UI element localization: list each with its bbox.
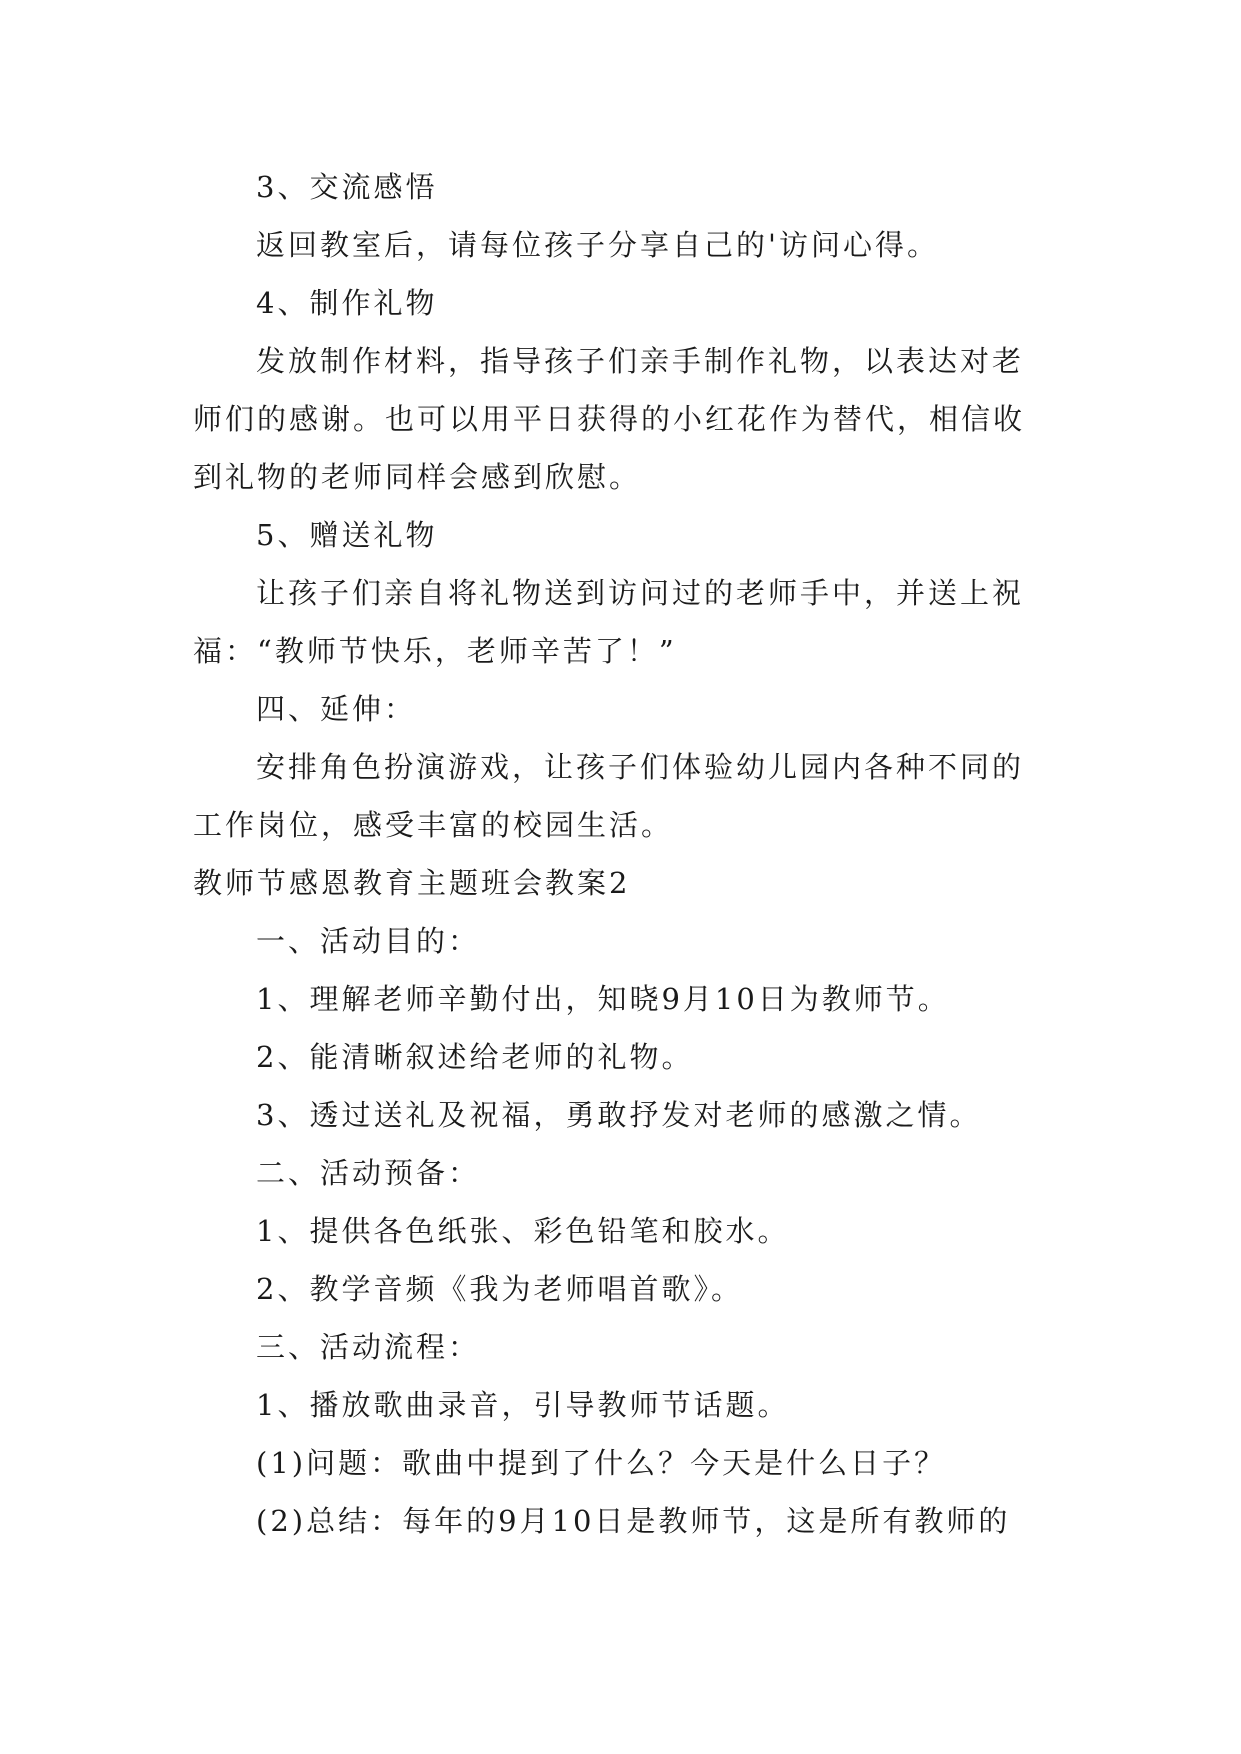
paragraph-line: 师们的感谢。也可以用平日获得的小红花作为替代，相信收 (193, 402, 1026, 436)
list-item: 1、播放歌曲录音，引导教师节话题。 (256, 1388, 790, 1422)
list-item: 3、透过送礼及祝福，勇敢抒发对老师的感激之情。 (256, 1098, 982, 1132)
section-heading-goals: 一、活动目的： (256, 924, 481, 958)
section-heading-extension: 四、延伸： (256, 692, 417, 726)
document-title-2: 教师节感恩教育主题班会教案2 (193, 866, 631, 900)
section-heading-process: 三、活动流程： (256, 1330, 481, 1364)
paragraph-line: 福：“教师节快乐，老师辛苦了！” (193, 634, 677, 668)
list-item: (1)问题：歌曲中提到了什么？今天是什么日子？ (256, 1446, 947, 1480)
list-item: (2)总结：每年的9月10日是教师节，这是所有教师的 (256, 1504, 1011, 1538)
list-item: 2、能清晰叙述给老师的礼物。 (256, 1040, 694, 1074)
paragraph-line: 工作岗位，感受丰富的校园生活。 (193, 808, 674, 842)
section-heading-4: 4、制作礼物 (256, 286, 438, 320)
paragraph-line: 返回教室后，请每位孩子分享自己的'访问心得。 (256, 228, 939, 262)
section-heading-preparation: 二、活动预备： (256, 1156, 481, 1190)
list-item: 1、理解老师辛勤付出，知晓9月10日为教师节。 (256, 982, 950, 1016)
paragraph-line: 让孩子们亲自将礼物送到访问过的老师手中，并送上祝 (256, 576, 1025, 610)
section-heading-5: 5、赠送礼物 (256, 518, 438, 552)
section-heading-3: 3、交流感悟 (256, 170, 438, 204)
paragraph-line: 到礼物的老师同样会感到欣慰。 (193, 460, 642, 494)
list-item: 1、提供各色纸张、彩色铅笔和胶水。 (256, 1214, 790, 1248)
list-item: 2、教学音频《我为老师唱首歌》。 (256, 1272, 743, 1306)
paragraph-line: 安排角色扮演游戏，让孩子们体验幼儿园内各种不同的 (256, 750, 1025, 784)
paragraph-line: 发放制作材料，指导孩子们亲手制作礼物，以表达对老 (256, 344, 1025, 378)
